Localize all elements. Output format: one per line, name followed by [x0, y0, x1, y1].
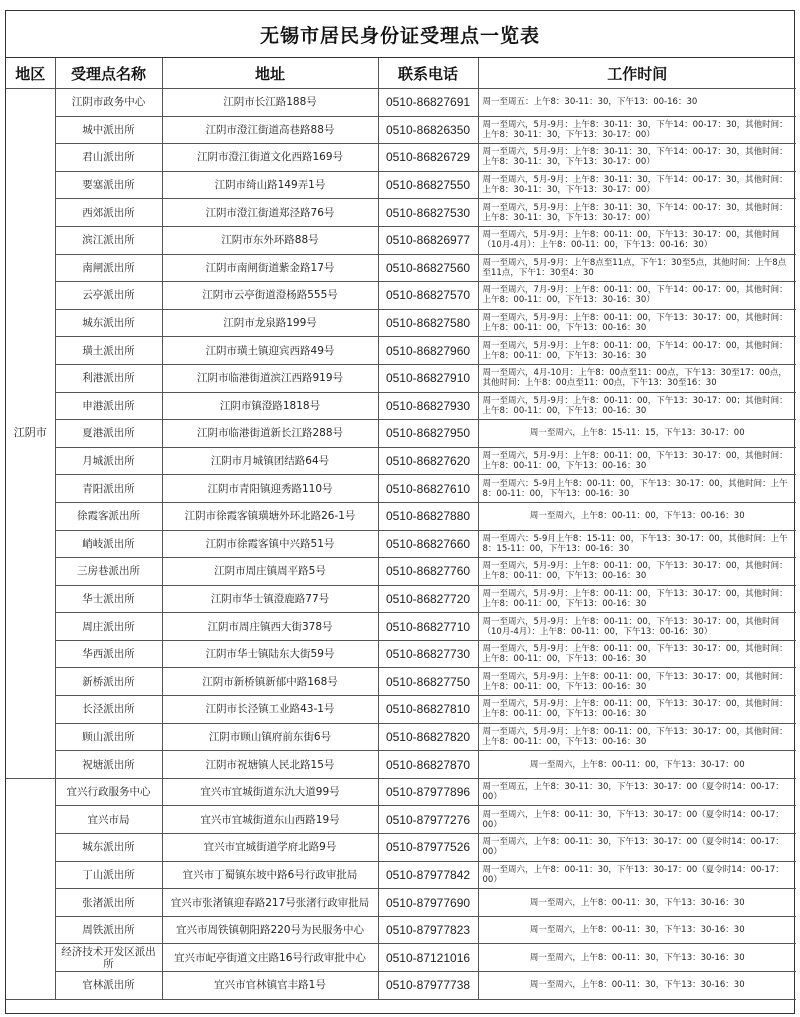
- hours-cell: 周一至周六，5月-9月：上午8：30-11：30，下午14：00-17：30，其他时间：上午8：30-11：30，下午13：30-17：00）: [478, 116, 796, 144]
- hours-cell: 周一至周六，4月-10月：上午8：00点至11：00点，下午13：30至17：00点，其他时间：上午8：00点至11：00点，下午13：30至16：30: [478, 364, 796, 392]
- address-cell: 江阴市云亭街道澄杨路555号: [162, 282, 378, 310]
- table-row: [6, 171, 796, 199]
- office-name-cell: 要塞派出所: [55, 171, 162, 199]
- phone-cell: 0510-86827691: [378, 89, 478, 117]
- page-title: 无锡市居民身份证受理点一览表: [6, 11, 794, 58]
- phone-cell: 0510-87977690: [378, 889, 478, 917]
- table-row: [6, 309, 796, 337]
- address-cell: 江阴市镇澄路1818号: [162, 392, 378, 420]
- hours-cell: 周一至周六，上午8：00-11：30，下午13：30-17：00（夏令时14：00-17：00）: [478, 861, 796, 889]
- address-cell: 江阴市临港街道滨江西路919号: [162, 364, 378, 392]
- hours-cell: 周一至周六，上午8：15-11：15，下午13：30-17：00: [478, 420, 796, 448]
- address-cell: 江阴市华士镇澄鹿路77号: [162, 585, 378, 613]
- office-name-cell: 峭岐派出所: [55, 530, 162, 558]
- address-cell: 江阴市新桥镇新郁中路168号: [162, 668, 378, 696]
- phone-cell: 0510-87977896: [378, 778, 478, 806]
- hours-cell: 周一至周六，5月-9月：上午8点至11点，下午1：30至5点，其他时间：上午8点至11点，下午1：30至4：30: [478, 254, 796, 282]
- office-name-cell: 周铁派出所: [55, 916, 162, 944]
- hours-cell: 周一至周六，上午8：00-11：30，下午13：30-16：30: [478, 972, 796, 1000]
- phone-cell: 0510-86827610: [378, 475, 478, 503]
- address-cell: 江阴市月城镇团结路64号: [162, 447, 378, 475]
- office-name-cell: 城中派出所: [55, 116, 162, 144]
- table-row: [6, 751, 796, 779]
- address-cell: 宜兴市屺亭街道文庄路16号行政审批中心: [162, 944, 378, 972]
- phone-cell: 0510-86827880: [378, 502, 478, 530]
- table-row: [6, 889, 796, 917]
- office-name-cell: 三房巷派出所: [55, 558, 162, 586]
- address-cell: 江阴市徐霞客镇中兴路51号: [162, 530, 378, 558]
- office-name-cell: 君山派出所: [55, 144, 162, 172]
- address-cell: 江阴市徐霞客镇璜塘外环北路26-1号: [162, 502, 378, 530]
- office-name-cell: 徐霞客派出所: [55, 502, 162, 530]
- phone-cell: 0510-86827910: [378, 364, 478, 392]
- office-name-cell: 璜土派出所: [55, 337, 162, 365]
- table-row: [6, 447, 796, 475]
- office-name-cell: 丁山派出所: [55, 861, 162, 889]
- hours-cell: 周一至周六，上午8：00-11：00，下午13：00-16：30: [478, 502, 796, 530]
- office-name-cell: 滨江派出所: [55, 226, 162, 254]
- phone-cell: 0510-86827620: [378, 447, 478, 475]
- table-row: [6, 254, 796, 282]
- table-row: [6, 144, 796, 172]
- table-row: [6, 420, 796, 448]
- phone-cell: 0510-87977276: [378, 806, 478, 834]
- office-name-cell: 云亭派出所: [55, 282, 162, 310]
- hours-cell: 周一至周六，5月-9月：上午8：00-11：00，下午13：30-17：00，其他时间：上午8：00-11：00，下午13：00-16：30: [478, 723, 796, 751]
- hours-cell: 周一至周六，上午8：00-11：30，下午13：30-16：30: [478, 889, 796, 917]
- region-cell: [6, 778, 55, 999]
- hours-cell: 周一至周六：5-9月上午8：00-11：00，下午13：30-17：00，其他时间：上午8：00-11：00，下午13：00-16：30: [478, 475, 796, 503]
- hours-cell: 周一至周六，5月-9月：上午8：00-11：00，下午13：30-17：00，其他时间：上午8：00-11：00，下午13：00-16：30: [478, 585, 796, 613]
- phone-cell: 0510-86827560: [378, 254, 478, 282]
- phone-cell: 0510-87977526: [378, 834, 478, 862]
- hours-cell: 周一至周五，上午8：30-11：30，下午13：30-17：00（夏令时14：00-17：00）: [478, 778, 796, 806]
- hours-cell: 周一至周五：上午8：30-11：30，下午13：00-16：30: [478, 89, 796, 117]
- table-body: [6, 89, 796, 1000]
- table-row: [6, 806, 796, 834]
- office-name-cell: 祝塘派出所: [55, 751, 162, 779]
- table-row: [6, 585, 796, 613]
- table-row: [6, 116, 796, 144]
- office-name-cell: 华西派出所: [55, 640, 162, 668]
- table-row: [6, 640, 796, 668]
- address-cell: 江阴市青阳镇迎秀路110号: [162, 475, 378, 503]
- header-name: 受理点名称: [55, 58, 162, 89]
- hours-cell: 周一至周六，5月-9月：上午8：00-11：00，下午14：00-17：00，其他时间：上午8：00-11：00，下午13：30-16：30: [478, 337, 796, 365]
- phone-cell: 0510-86827810: [378, 696, 478, 724]
- table-row: [6, 916, 796, 944]
- phone-cell: 0510-86827930: [378, 392, 478, 420]
- hours-cell: 周一至周六，5月-9月：上午8：00-11：00，下午13：30-17：00；其他时间：上午8：00-11：00，下午13：00-16：30: [478, 392, 796, 420]
- address-cell: 宜兴市宜城街道东山西路19号: [162, 806, 378, 834]
- office-name-cell: 官林派出所: [55, 972, 162, 1000]
- address-cell: 江阴市周庄镇西大街378号: [162, 613, 378, 641]
- office-name-cell: 西郊派出所: [55, 199, 162, 227]
- office-list-table: [6, 58, 796, 1000]
- hours-cell: 周一至周六，5月-9月：上午8：00-11：00，下午13：30-17：00，其他时间（10月-4月）：上午8：00-11：00，下午13：00-16：30）: [478, 226, 796, 254]
- phone-cell: 0510-86827720: [378, 585, 478, 613]
- address-cell: 江阴市南闸街道紫金路17号: [162, 254, 378, 282]
- address-cell: 江阴市澄江街道文化西路169号: [162, 144, 378, 172]
- table-row: [6, 364, 796, 392]
- header-address: 地址: [162, 58, 378, 89]
- hours-cell: 周一至周六，上午8：00-11：30，下午13：30-17：00（夏令时14：00-17：00）: [478, 806, 796, 834]
- office-name-cell: 申港派出所: [55, 392, 162, 420]
- phone-cell: 0510-86827730: [378, 640, 478, 668]
- table-row: [6, 392, 796, 420]
- phone-cell: 0510-86826350: [378, 116, 478, 144]
- region-cell: 江阴市: [6, 89, 55, 779]
- address-cell: 江阴市绮山路149弄1号: [162, 171, 378, 199]
- address-cell: 江阴市澄江街道高巷路88号: [162, 116, 378, 144]
- address-cell: 江阴市东外环路88号: [162, 226, 378, 254]
- table-row: [6, 530, 796, 558]
- phone-cell: 0510-86827710: [378, 613, 478, 641]
- office-name-cell: 城东派出所: [55, 834, 162, 862]
- hours-cell: 周一至周六，上午8：00-11：30，下午13：30-16：30: [478, 944, 796, 972]
- phone-cell: 0510-86827960: [378, 337, 478, 365]
- address-cell: 宜兴市周铁镇朝阳路220号为民服务中心: [162, 916, 378, 944]
- table-row: [6, 199, 796, 227]
- table-row: [6, 861, 796, 889]
- phone-cell: 0510-86827660: [378, 530, 478, 558]
- table-row: [6, 613, 796, 641]
- table-row: [6, 282, 796, 310]
- phone-cell: 0510-87977842: [378, 861, 478, 889]
- address-cell: 江阴市华士镇陆东大街59号: [162, 640, 378, 668]
- address-cell: 江阴市临港街道新长江路288号: [162, 420, 378, 448]
- phone-cell: 0510-87977823: [378, 916, 478, 944]
- hours-cell: 周一至周六，5月-9月：上午8：00-11：00，下午13：30-17：00，其他时间：上午8：00-11：00，下午13：00-16：30: [478, 696, 796, 724]
- header-phone: 联系电话: [378, 58, 478, 89]
- office-name-cell: 经济技术开发区派出所: [55, 944, 162, 972]
- phone-cell: 0510-86826977: [378, 226, 478, 254]
- phone-cell: 0510-86827760: [378, 558, 478, 586]
- table-row: [6, 89, 796, 117]
- office-name-cell: 顾山派出所: [55, 723, 162, 751]
- hours-cell: 周一至周六，5月-9月：上午8：00-11：00，下午13：30-17：00，其他时间（10月-4月）：上午8：00-11：00，下午13：00-16：30）: [478, 613, 796, 641]
- hours-cell: 周一至周六，7月-9月：上午8：00-11：00，下午14：00-17：00，其他时间：上午8：00-11：00，下午13：30-16：30）: [478, 282, 796, 310]
- phone-cell: 0510-86827950: [378, 420, 478, 448]
- address-cell: 江阴市龙泉路199号: [162, 309, 378, 337]
- office-name-cell: 青阳派出所: [55, 475, 162, 503]
- id-card-office-table-sheet: [5, 10, 795, 1014]
- table-row: [6, 558, 796, 586]
- office-name-cell: 月城派出所: [55, 447, 162, 475]
- hours-cell: 周一至周六：5-9月上午8：15-11：00，下午13：30-17：00，其他时间：上午8：15-11：00，下午13：00-16：30: [478, 530, 796, 558]
- phone-cell: 0510-86827820: [378, 723, 478, 751]
- phone-cell: 0510-86827580: [378, 309, 478, 337]
- office-name-cell: 宜兴市局: [55, 806, 162, 834]
- phone-cell: 0510-86827750: [378, 668, 478, 696]
- address-cell: 江阴市顾山镇府前东街6号: [162, 723, 378, 751]
- office-name-cell: 长泾派出所: [55, 696, 162, 724]
- hours-cell: 周一至周六，5月-9月：上午8：00-11：00，下午13：30-17：00，其他时间：上午8：00-11：00，下午13：00-16：30: [478, 558, 796, 586]
- table-row: [6, 337, 796, 365]
- office-name-cell: 利港派出所: [55, 364, 162, 392]
- address-cell: 江阴市璜土镇迎宾西路49号: [162, 337, 378, 365]
- address-cell: 宜兴市官林镇官丰路1号: [162, 972, 378, 1000]
- hours-cell: 周一至周六，5月-9月：上午8：00-11：00，下午13：30-17：00，其他时间：上午8：00-11：00，下午13：00-16：30: [478, 668, 796, 696]
- hours-cell: 周一至周六，5月-9月：上午8：30-11：30，下午14：00-17：30，其他时间：上午8：30-11：30，下午13：30-17：00）: [478, 144, 796, 172]
- table-row: [6, 972, 796, 1000]
- hours-cell: 周一至周六，上午8：00-11：30，下午13：30-17：00（夏令时14：00-17：00）: [478, 834, 796, 862]
- address-cell: 江阴市澄江街道郑泾路76号: [162, 199, 378, 227]
- address-cell: 宜兴市宜城街道学府北路9号: [162, 834, 378, 862]
- table-row: [6, 944, 796, 972]
- hours-cell: 周一至周六，5月-9月：上午8：30-11：30，下午14：00-17：30，其他时间：上午8：30-11：30，下午13：30-17：00）: [478, 171, 796, 199]
- hours-cell: 周一至周六，5月-9月：上午8：30-11：30，下午14：00-17：30，其他时间：上午8：30-11：30，下午13：30-17：00）: [478, 199, 796, 227]
- phone-cell: 0510-87121016: [378, 944, 478, 972]
- table-row: [6, 696, 796, 724]
- table-row: [6, 502, 796, 530]
- hours-cell: 周一至周六，5月-9月：上午8：00-11：00，下午13：30-17：00，其他时间：上午8：00-11：00，下午13：00-16：30: [478, 640, 796, 668]
- table-row: [6, 226, 796, 254]
- table-row: [6, 475, 796, 503]
- address-cell: 宜兴市丁蜀镇东坡中路6号行政审批局: [162, 861, 378, 889]
- table-row: [6, 668, 796, 696]
- office-name-cell: 周庄派出所: [55, 613, 162, 641]
- address-cell: 江阴市周庄镇周平路5号: [162, 558, 378, 586]
- office-name-cell: 夏港派出所: [55, 420, 162, 448]
- table-row: [6, 778, 796, 806]
- table-row: [6, 723, 796, 751]
- address-cell: 江阴市长江路188号: [162, 89, 378, 117]
- address-cell: 江阴市祝塘镇人民北路15号: [162, 751, 378, 779]
- table-header-row: [6, 58, 796, 89]
- office-name-cell: 南闸派出所: [55, 254, 162, 282]
- header-region: 地区: [6, 58, 55, 89]
- office-name-cell: 张渚派出所: [55, 889, 162, 917]
- phone-cell: 0510-87977738: [378, 972, 478, 1000]
- hours-cell: 周一至周六，上午8：00-11：00，下午13：30-17：00: [478, 751, 796, 779]
- office-name-cell: 城东派出所: [55, 309, 162, 337]
- office-name-cell: 新桥派出所: [55, 668, 162, 696]
- header-hours: 工作时间: [478, 58, 796, 89]
- table-row: [6, 834, 796, 862]
- phone-cell: 0510-86827550: [378, 171, 478, 199]
- phone-cell: 0510-86827530: [378, 199, 478, 227]
- hours-cell: 周一至周六，5月-9月：上午8：00-11：00，下午13：30-17：00，其他时间：上午8：00-11：00，下午13：00-16：30: [478, 309, 796, 337]
- office-name-cell: 江阴市政务中心: [55, 89, 162, 117]
- phone-cell: 0510-86826729: [378, 144, 478, 172]
- phone-cell: 0510-86827870: [378, 751, 478, 779]
- address-cell: 宜兴市张渚镇迎春路217号张渚行政审批局: [162, 889, 378, 917]
- office-name-cell: 宜兴行政服务中心: [55, 778, 162, 806]
- office-name-cell: 华士派出所: [55, 585, 162, 613]
- address-cell: 江阴市长泾镇工业路43-1号: [162, 696, 378, 724]
- hours-cell: 周一至周六，上午8：00-11：30，下午13：30-16：30: [478, 916, 796, 944]
- address-cell: 宜兴市宜城街道东氿大道99号: [162, 778, 378, 806]
- hours-cell: 周一至周六，5月-9月：上午8：00-11：00，下午13：30-17：00，其他时间：上午8：00-11：00，下午13：00-16：30: [478, 447, 796, 475]
- phone-cell: 0510-86827570: [378, 282, 478, 310]
